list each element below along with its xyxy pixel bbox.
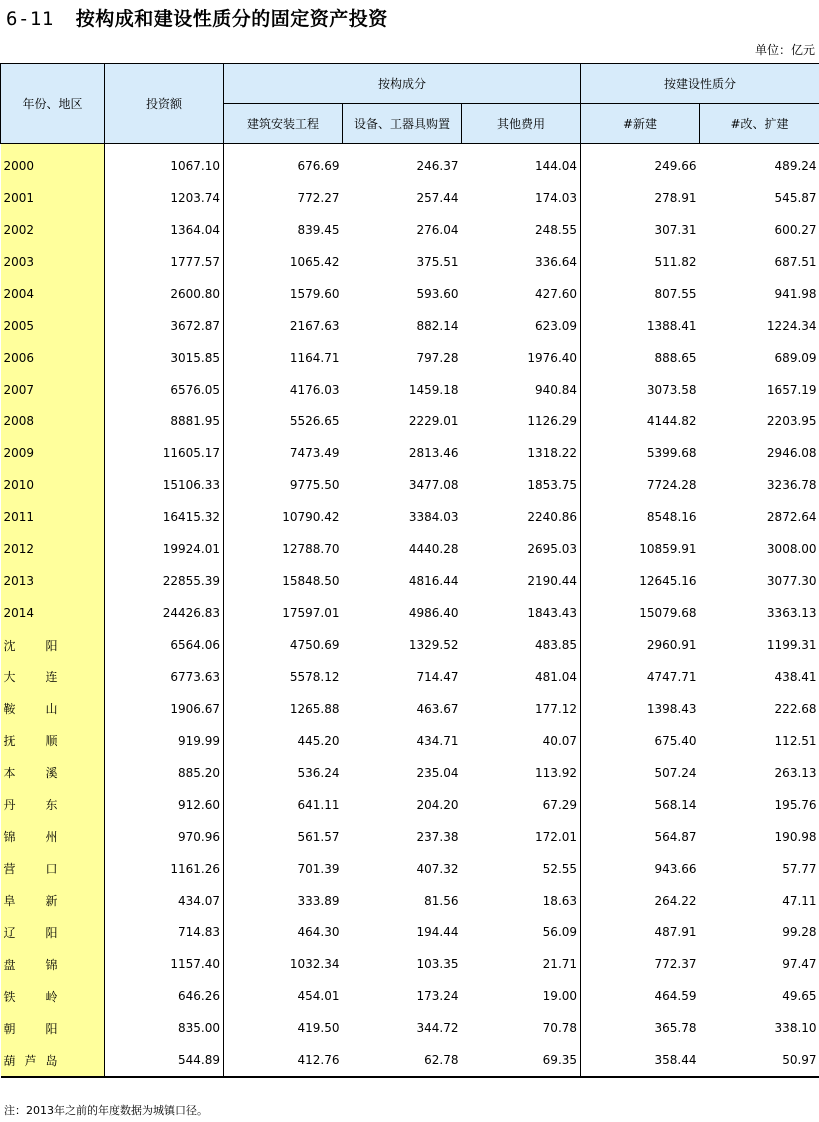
footnote: 注：2013年之前的年度数据为城镇口径。 xyxy=(4,1104,208,1117)
table-cell: 40.07 xyxy=(462,725,581,757)
table-number: 6-11 xyxy=(6,8,54,30)
table-cell: 12645.16 xyxy=(639,574,697,589)
table-cell: 1364.04 xyxy=(105,214,224,246)
table-cell: 9775.50 xyxy=(289,478,340,493)
table-cell: 2167.63 xyxy=(289,318,340,333)
table-cell: 81.56 xyxy=(424,893,459,908)
row-label: 2005 xyxy=(1,310,105,342)
table-cell: 1203.74 xyxy=(105,182,224,214)
table-cell: 676.69 xyxy=(297,158,340,173)
row-label: 2014 xyxy=(1,597,105,629)
table-cell: 52.55 xyxy=(462,853,581,885)
table-cell: 103.35 xyxy=(416,957,459,972)
header-other: 其他费用 xyxy=(462,104,581,144)
row-label: 2002 xyxy=(1,214,105,246)
table-row xyxy=(1,501,819,533)
table-cell: 15848.50 xyxy=(282,574,340,589)
table-cell: 835.00 xyxy=(105,1012,224,1044)
table-cell: 1906.67 xyxy=(105,693,224,725)
table-cell: 16415.32 xyxy=(105,501,224,533)
table-cell: 17597.01 xyxy=(282,606,340,621)
table-row xyxy=(1,1012,819,1044)
table-cell: 507.24 xyxy=(654,765,697,780)
table-cell: 69.35 xyxy=(462,1044,581,1077)
table-cell: 536.24 xyxy=(297,765,340,780)
table-cell: 797.28 xyxy=(416,350,459,365)
table-cell: 22855.39 xyxy=(105,565,224,597)
header-by-composition: 按构成分 xyxy=(224,64,581,104)
table-cell: 333.89 xyxy=(297,893,340,908)
table-cell: 1032.34 xyxy=(289,957,340,972)
header-by-nature: 按建设性质分 xyxy=(581,64,819,104)
unit-label: 单位：亿元 xyxy=(754,43,815,57)
table-row xyxy=(1,144,819,182)
table-cell: 912.60 xyxy=(105,789,224,821)
table-cell: 112.51 xyxy=(774,733,817,748)
table-cell: 454.01 xyxy=(297,989,340,1004)
row-label: 本 溪 xyxy=(1,757,105,789)
table-cell: 1329.52 xyxy=(408,638,459,653)
table-cell: 47.11 xyxy=(782,893,817,908)
table-cell: 511.82 xyxy=(654,254,697,269)
table-cell: 3477.08 xyxy=(408,478,459,493)
table-cell: 3077.30 xyxy=(766,574,817,589)
header-investment: 投资额 xyxy=(105,64,224,144)
table-cell: 1853.75 xyxy=(462,469,581,501)
table-cell: 3384.03 xyxy=(408,510,459,525)
table-cell: 1161.26 xyxy=(105,853,224,885)
table-cell: 2190.44 xyxy=(462,565,581,597)
table-cell: 15079.68 xyxy=(639,606,697,621)
table-row xyxy=(1,469,819,501)
table-cell: 10859.91 xyxy=(639,542,697,557)
table-cell: 70.78 xyxy=(462,1012,581,1044)
row-label: 2006 xyxy=(1,342,105,374)
table-cell: 2960.91 xyxy=(646,638,697,653)
table-cell: 970.96 xyxy=(105,821,224,853)
table-cell: 689.09 xyxy=(774,350,817,365)
row-label: 2013 xyxy=(1,565,105,597)
table-cell: 248.55 xyxy=(462,214,581,246)
table-cell: 412.76 xyxy=(224,1044,343,1077)
table-cell: 3236.78 xyxy=(766,478,817,493)
row-label: 丹 东 xyxy=(1,789,105,821)
table-cell: 10790.42 xyxy=(282,510,340,525)
table-cell: 940.84 xyxy=(462,374,581,406)
table-cell: 1777.57 xyxy=(105,246,224,278)
table-row xyxy=(1,980,819,1012)
table-row xyxy=(1,597,819,629)
table-cell: 12788.70 xyxy=(282,542,340,557)
table-cell: 344.72 xyxy=(416,1021,459,1036)
table-cell: 701.39 xyxy=(297,861,340,876)
table-cell: 438.41 xyxy=(774,669,817,684)
table-cell: 487.91 xyxy=(654,925,697,940)
table-cell: 99.28 xyxy=(782,925,817,940)
page-title xyxy=(6,4,388,31)
table-cell: 1318.22 xyxy=(462,437,581,469)
table-cell: 3008.00 xyxy=(766,542,817,557)
table-cell: 97.47 xyxy=(782,957,817,972)
table-cell: 67.29 xyxy=(462,789,581,821)
table-cell: 5578.12 xyxy=(289,669,340,684)
table-cell: 4176.03 xyxy=(289,382,340,397)
table-cell: 2240.86 xyxy=(462,501,581,533)
table-row xyxy=(1,661,819,693)
header-construction: 建筑安装工程 xyxy=(224,104,343,144)
row-label: 2011 xyxy=(1,501,105,533)
table-row xyxy=(1,853,819,885)
table-row xyxy=(1,917,819,949)
row-label: 营 口 xyxy=(1,853,105,885)
table-cell: 24426.83 xyxy=(105,597,224,629)
table-cell: 1224.34 xyxy=(766,318,817,333)
row-label: 2009 xyxy=(1,437,105,469)
table-cell: 3015.85 xyxy=(105,342,224,374)
table-cell: 235.04 xyxy=(416,765,459,780)
row-label: 葫 芦 岛 xyxy=(1,1044,105,1077)
table-cell: 8881.95 xyxy=(105,406,224,438)
table-row xyxy=(1,948,819,980)
row-label: 朝 阳 xyxy=(1,1012,105,1044)
table-cell: 943.66 xyxy=(654,861,697,876)
row-label: 铁 岭 xyxy=(1,980,105,1012)
table-cell: 464.59 xyxy=(654,989,697,1004)
table-cell: 561.57 xyxy=(297,829,340,844)
table-cell: 2946.08 xyxy=(766,446,817,461)
table-cell: 6773.63 xyxy=(105,661,224,693)
table-cell: 445.20 xyxy=(297,733,340,748)
table-cell: 434.07 xyxy=(105,885,224,917)
table-cell: 56.09 xyxy=(462,917,581,949)
row-label: 辽 阳 xyxy=(1,917,105,949)
table-cell: 483.85 xyxy=(462,629,581,661)
row-label: 2000 xyxy=(1,144,105,182)
header-expansion: #改、扩建 xyxy=(700,104,819,144)
table-cell: 194.44 xyxy=(416,925,459,940)
table-cell: 21.71 xyxy=(462,948,581,980)
table-row xyxy=(1,789,819,821)
table-row xyxy=(1,214,819,246)
table-cell: 675.40 xyxy=(654,733,697,748)
table-cell: 1579.60 xyxy=(289,286,340,301)
table-cell: 564.87 xyxy=(654,829,697,844)
table-cell: 593.60 xyxy=(416,286,459,301)
row-label: 2003 xyxy=(1,246,105,278)
table-cell: 464.30 xyxy=(297,925,340,940)
table-cell: 5526.65 xyxy=(289,414,340,429)
row-label: 2010 xyxy=(1,469,105,501)
table-cell: 276.04 xyxy=(416,222,459,237)
table-cell: 257.44 xyxy=(416,190,459,205)
table-cell: 646.26 xyxy=(105,980,224,1012)
table-cell: 1976.40 xyxy=(462,342,581,374)
table-cell: 2229.01 xyxy=(408,414,459,429)
header-new: #新建 xyxy=(581,104,700,144)
table-cell: 545.87 xyxy=(774,190,817,205)
table-cell: 195.76 xyxy=(774,797,817,812)
header-year-region: 年份、地区 xyxy=(1,64,105,144)
table-cell: 62.78 xyxy=(343,1044,462,1077)
table-cell: 3672.87 xyxy=(105,310,224,342)
row-label: 沈 阳 xyxy=(1,629,105,661)
table-cell: 278.91 xyxy=(654,190,697,205)
row-label: 2004 xyxy=(1,278,105,310)
table-row xyxy=(1,629,819,661)
table-cell: 882.14 xyxy=(416,318,459,333)
table-cell: 2600.80 xyxy=(105,278,224,310)
table-cell: 2813.46 xyxy=(408,446,459,461)
table-cell: 407.32 xyxy=(416,861,459,876)
table-cell: 1157.40 xyxy=(105,948,224,980)
table-body xyxy=(1,144,819,1078)
table-cell: 249.66 xyxy=(654,158,697,173)
row-label: 盘 锦 xyxy=(1,948,105,980)
table-cell: 1065.42 xyxy=(289,254,340,269)
table-cell: 4750.69 xyxy=(289,638,340,653)
table-cell: 687.51 xyxy=(774,254,817,269)
table-cell: 1199.31 xyxy=(766,638,817,653)
table-cell: 641.11 xyxy=(297,797,340,812)
table-cell: 5399.68 xyxy=(646,446,697,461)
table-cell: 18.63 xyxy=(462,885,581,917)
table-cell: 4816.44 xyxy=(408,574,459,589)
table-cell: 1164.71 xyxy=(289,350,340,365)
table-cell: 772.27 xyxy=(297,190,340,205)
row-label: 锦 州 xyxy=(1,821,105,853)
table-row xyxy=(1,757,819,789)
row-label: 大 连 xyxy=(1,661,105,693)
table-cell: 237.38 xyxy=(416,829,459,844)
row-label: 2008 xyxy=(1,406,105,438)
table-cell: 2695.03 xyxy=(462,533,581,565)
table-cell: 839.45 xyxy=(297,222,340,237)
table-cell: 1459.18 xyxy=(408,382,459,397)
table-cell: 3073.58 xyxy=(646,382,697,397)
table-cell: 714.83 xyxy=(105,917,224,949)
table-cell: 336.64 xyxy=(462,246,581,278)
table-cell: 8548.16 xyxy=(646,510,697,525)
table-cell: 4747.71 xyxy=(646,669,697,684)
table-cell: 338.10 xyxy=(774,1021,817,1036)
table-cell: 2203.95 xyxy=(766,414,817,429)
table-cell: 623.09 xyxy=(462,310,581,342)
table-row xyxy=(1,437,819,469)
table-cell: 434.71 xyxy=(416,733,459,748)
row-label: 鞍 山 xyxy=(1,693,105,725)
table-cell: 1398.43 xyxy=(646,701,697,716)
table-cell: 174.03 xyxy=(462,182,581,214)
table-cell: 113.92 xyxy=(462,757,581,789)
table-cell: 544.89 xyxy=(105,1044,224,1077)
table-cell: 190.98 xyxy=(774,829,817,844)
table-row xyxy=(1,821,819,853)
table-cell: 172.01 xyxy=(462,821,581,853)
table-cell: 222.68 xyxy=(774,701,817,716)
table-row xyxy=(1,533,819,565)
table-row xyxy=(1,310,819,342)
table-row xyxy=(1,182,819,214)
table-cell: 2872.64 xyxy=(766,510,817,525)
table-cell: 3363.13 xyxy=(766,606,817,621)
table-title: 按构成和建设性质分的固定资产投资 xyxy=(75,8,388,30)
table-header xyxy=(1,64,819,144)
table-cell: 4986.40 xyxy=(408,606,459,621)
table-cell: 19924.01 xyxy=(105,533,224,565)
table-cell: 7724.28 xyxy=(646,478,697,493)
table-cell: 307.31 xyxy=(654,222,697,237)
table-cell: 427.60 xyxy=(462,278,581,310)
table-cell: 807.55 xyxy=(654,286,697,301)
table-cell: 144.04 xyxy=(462,144,581,182)
table-cell: 600.27 xyxy=(774,222,817,237)
row-label: 阜 新 xyxy=(1,885,105,917)
header-equipment: 设备、工器具购置 xyxy=(343,104,462,144)
table-cell: 264.22 xyxy=(654,893,697,908)
table-row xyxy=(1,246,819,278)
table-cell: 4144.82 xyxy=(646,414,697,429)
table-cell: 263.13 xyxy=(774,765,817,780)
table-row xyxy=(1,885,819,917)
table-cell: 7473.49 xyxy=(289,446,340,461)
investment-table xyxy=(0,63,819,1078)
table-cell: 6564.06 xyxy=(105,629,224,661)
table-cell: 885.20 xyxy=(105,757,224,789)
table-cell: 4440.28 xyxy=(408,542,459,557)
table-cell: 888.65 xyxy=(654,350,697,365)
table-cell: 15106.33 xyxy=(105,469,224,501)
table-cell: 11605.17 xyxy=(105,437,224,469)
table-cell: 941.98 xyxy=(774,286,817,301)
table-cell: 772.37 xyxy=(654,957,697,972)
table-cell: 1126.29 xyxy=(462,406,581,438)
table-row xyxy=(1,1044,819,1077)
row-label: 2012 xyxy=(1,533,105,565)
table-cell: 1843.43 xyxy=(462,597,581,629)
row-label: 抚 顺 xyxy=(1,725,105,757)
table-cell: 6576.05 xyxy=(105,374,224,406)
table-cell: 173.24 xyxy=(416,989,459,1004)
table-cell: 246.37 xyxy=(416,158,459,173)
table-cell: 919.99 xyxy=(105,725,224,757)
table-row xyxy=(1,693,819,725)
table-row xyxy=(1,725,819,757)
table-cell: 714.47 xyxy=(416,669,459,684)
table-cell: 463.67 xyxy=(416,701,459,716)
table-cell: 375.51 xyxy=(416,254,459,269)
table-row xyxy=(1,342,819,374)
table-cell: 49.65 xyxy=(782,989,817,1004)
table-cell: 177.12 xyxy=(462,693,581,725)
table-row xyxy=(1,374,819,406)
table-cell: 204.20 xyxy=(416,797,459,812)
table-cell: 365.78 xyxy=(654,1021,697,1036)
table-cell: 57.77 xyxy=(782,861,817,876)
table-cell: 1265.88 xyxy=(289,701,340,716)
table-row xyxy=(1,565,819,597)
table-cell: 1657.19 xyxy=(766,382,817,397)
row-label: 2001 xyxy=(1,182,105,214)
table-row xyxy=(1,278,819,310)
table-cell: 1067.10 xyxy=(105,144,224,182)
table-cell: 19.00 xyxy=(462,980,581,1012)
table-cell: 419.50 xyxy=(297,1021,340,1036)
table-cell: 568.14 xyxy=(654,797,697,812)
row-label: 2007 xyxy=(1,374,105,406)
table-cell: 50.97 xyxy=(700,1044,819,1077)
table-cell: 489.24 xyxy=(774,158,817,173)
table-cell: 1388.41 xyxy=(646,318,697,333)
table-cell: 358.44 xyxy=(581,1044,700,1077)
table-cell: 481.04 xyxy=(462,661,581,693)
table-row xyxy=(1,406,819,438)
